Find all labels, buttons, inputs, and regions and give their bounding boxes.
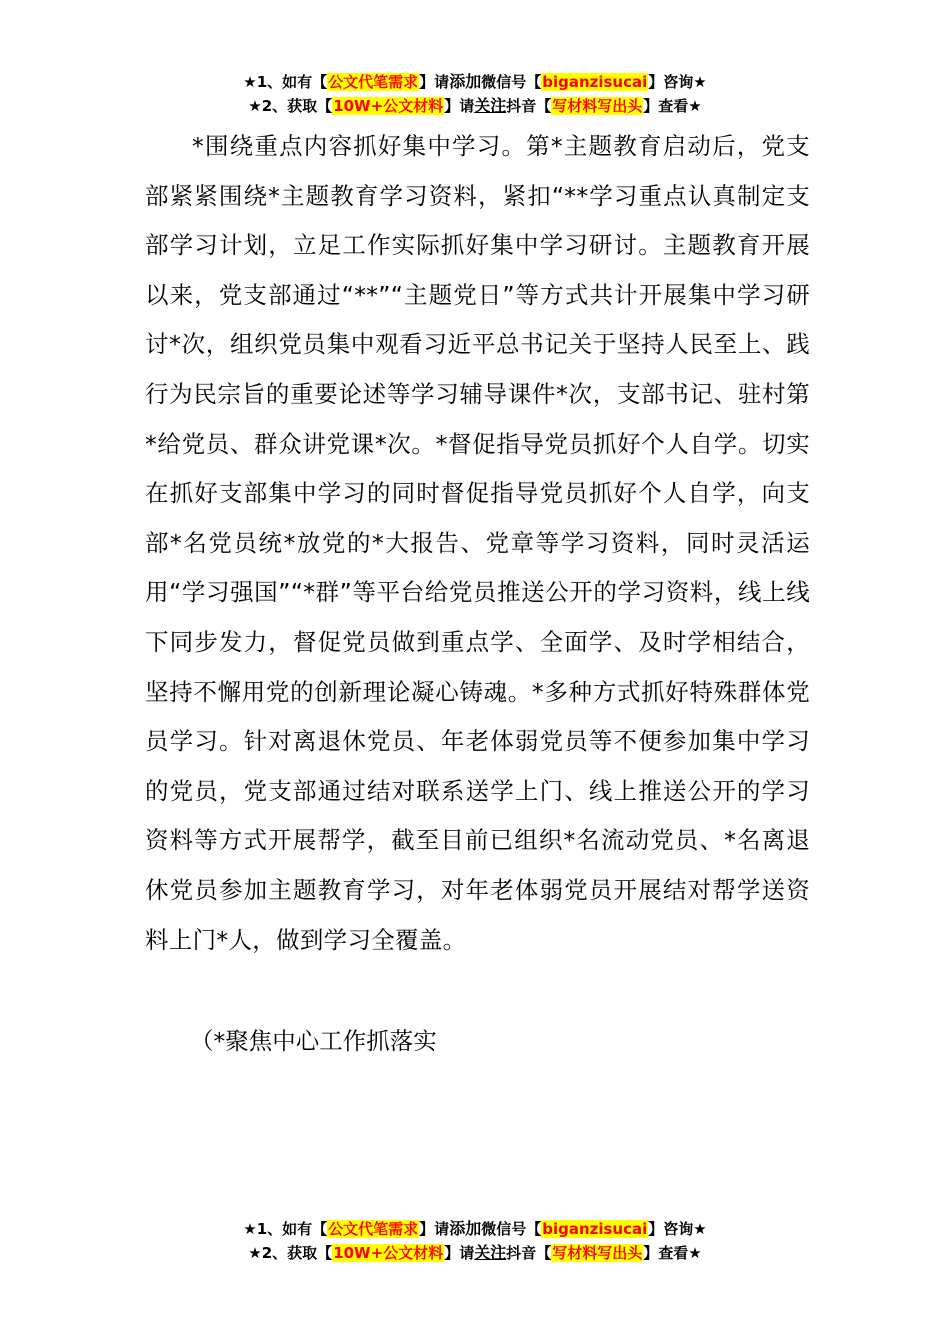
body-paragraph: *围绕重点内容抓好集中学习。第*主题教育启动后，党支部紧紧围绕*主题教育学习资料，紧扣“**学习重点认真制定支部学习计划，立足工作实际抓好集中学习研讨。主题教育开展以来，党支部通过“**”“主题党日”等方式共计开展集中学习研讨*次，组织党员集中观看习近平总书记关于坚持人民至上、践行为民宗旨的重要论述等学习辅导课件*次，支部书记、驻村第*给党员、群众讲党课*次。*督促指导党员抓好个人自学。切实在抓好支部集中学习的同时督促指导党员抓好个人自学，向支部*名党员统*放党的*大报告、党章等学习资料，同时灵活运用“学习强国”“*群”等平台给党员推送公开的学习资料，线上线下同步发力，督促党员做到重点学、全面学、及时学相结合，坚持不懈用党的创新理论凝心铸魂。*多种方式抓好特殊群体党员学习。针对离退休党员、年老体弱党员等不便参加集中学习的党员，党支部通过结对联系送学上门、线上推送公开的学习资料等方式开展帮学，截至目前已组织*名流动党员、*名离退休党员参加主题教育学习，对年老体弱党员开展结对帮学送资料上门*人，做到学习全覆盖。 (145, 132, 810, 954)
header-line-1-emph: 添加 (449, 72, 482, 91)
footer-line-1-emph: 添加 (449, 1219, 482, 1238)
footer-line-2 (0, 1241, 950, 1265)
highlight-douyin-account: 写材料写出头 (552, 97, 643, 115)
footer-line-2-prefix: ★2、获取【 (248, 1244, 333, 1262)
footer-highlight-materials: 10W+公文材料 (333, 1244, 444, 1262)
highlight-materials: 10W+公文材料 (333, 97, 444, 115)
footer-line-2-emph: 关注 (474, 1243, 507, 1262)
header-line-2-mid2: 抖音【 (506, 97, 552, 115)
header-line-1-mid1: 】请 (419, 73, 450, 91)
header-line-2-emph: 关注 (474, 96, 507, 115)
footer-line-2-mid2: 抖音【 (506, 1244, 552, 1262)
footer-line-1-mid2: 微信号【 (481, 1220, 542, 1238)
header-line-2-mid1: 】请 (444, 97, 475, 115)
footer-line-1-prefix: ★1、如有【 (243, 1220, 328, 1238)
footer-highlight-douyin-account: 写材料写出头 (552, 1244, 643, 1262)
header-line-1 (0, 70, 950, 94)
highlight-ghostwriting: 公文代笔需求 (328, 73, 419, 91)
footer-banner (0, 1217, 950, 1265)
header-line-2 (0, 94, 950, 118)
header-line-1-suffix: 】咨询★ (648, 73, 707, 91)
header-line-2-prefix: ★2、获取【 (248, 97, 333, 115)
document-body (145, 122, 810, 965)
header-line-1-prefix: ★1、如有【 (243, 73, 328, 91)
footer-line-2-mid1: 】请 (444, 1244, 475, 1262)
highlight-wechat-id: biganzisucai (542, 73, 648, 91)
footer-line-1 (0, 1217, 950, 1241)
footer-line-2-suffix: 】查看★ (643, 1244, 702, 1262)
footer-highlight-ghostwriting: 公文代笔需求 (328, 1220, 419, 1238)
section-heading: （*聚焦中心工作抓落实 (190, 1027, 437, 1055)
header-line-1-mid2: 微信号【 (481, 73, 542, 91)
footer-line-1-suffix: 】咨询★ (648, 1220, 707, 1238)
footer-line-1-mid1: 】请 (419, 1220, 450, 1238)
header-banner (0, 70, 950, 118)
header-line-2-suffix: 】查看★ (643, 97, 702, 115)
footer-highlight-wechat-id: biganzisucai (542, 1220, 648, 1238)
